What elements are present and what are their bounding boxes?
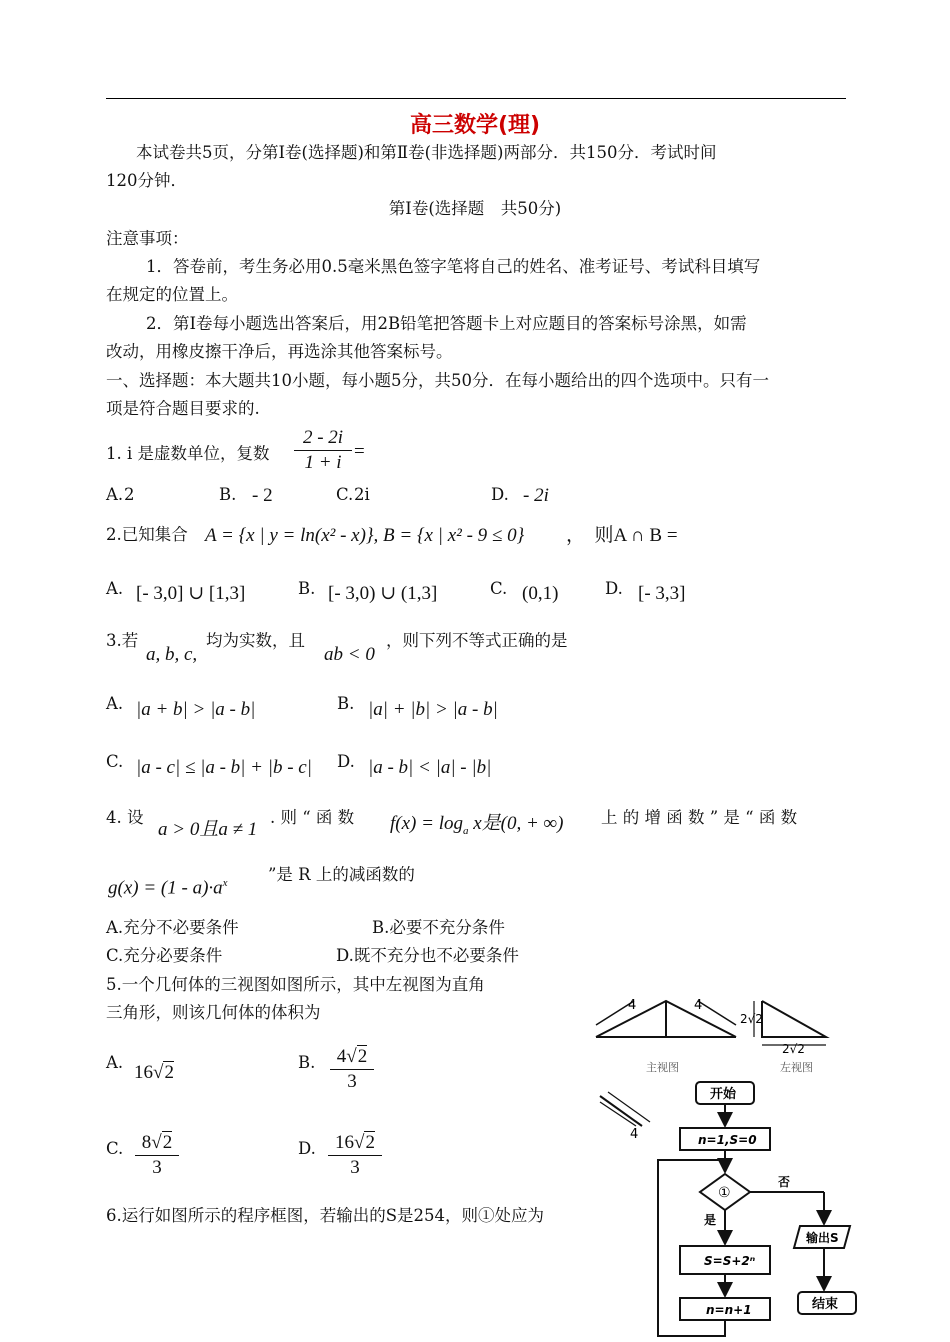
q1-option-b: - 2 — [252, 485, 273, 506]
part1-title: 第Ⅰ卷(选择题 共50分) — [388, 199, 562, 218]
q2-option-d: [- 3,3] — [638, 583, 686, 604]
q3-option-d: |a - b| < |a| - |b| — [368, 757, 492, 778]
flow-output-label: 输出S — [806, 1231, 839, 1245]
q4-condition: a > 0且a ≠ 1 — [158, 819, 258, 840]
q1-option-d: - 2i — [523, 485, 549, 506]
q4-option-a: A.充分不必要条件 — [106, 918, 239, 937]
left-view-caption: 左视图 — [780, 1061, 813, 1074]
q1-equals: = — [354, 441, 365, 462]
flow-update-s-label: S=S+2ⁿ — [704, 1254, 756, 1268]
q3-condition: ab < 0 — [324, 644, 375, 665]
q3-stem-a: 3.若 — [106, 631, 139, 650]
q1-option-a: 2 — [124, 485, 135, 504]
q1-stem: 1. i 是虚数单位，复数 — [106, 444, 270, 463]
q4-f-base: a — [462, 824, 469, 837]
q1-option-a-label: A. — [106, 485, 124, 504]
note-2-line-1: 2．第Ⅰ卷每小题选出答案后，用2B铅笔把答题卡上对应题目的答案标号涂黑，如需 — [146, 314, 747, 333]
q2-option-a: [- 3,0] ∪ [1,3] — [136, 583, 246, 604]
q1-fraction — [294, 426, 352, 475]
q1-option-b-label: B. — [219, 485, 237, 504]
q4-g-exp: x — [222, 877, 228, 889]
q1-option-c: 2i — [354, 485, 370, 504]
q5-option-d-label: D. — [298, 1139, 316, 1158]
three-view-figure — [590, 995, 840, 1075]
front-view-caption: 主视图 — [646, 1061, 679, 1074]
q2-tail: ， 则A ∩ B = — [566, 525, 678, 546]
q5-option-d: $\frac{16√2}{3}$ — [328, 1131, 382, 1180]
top-view-side-label: 4 — [630, 1127, 639, 1142]
q2-sets: A = {x | y = ln(x² - x)}, B = {x | x² - 9 ≤ 0} — [205, 525, 525, 546]
q2-option-c: (0,1) — [522, 583, 559, 604]
top-view-fragment — [596, 1090, 656, 1145]
q5-option-b-label: B. — [298, 1053, 316, 1072]
q1-option-c-label: C. — [336, 485, 354, 504]
front-view — [596, 1001, 736, 1037]
q3-option-b: |a| + |b| > |a - b| — [368, 699, 498, 720]
q5-line-2: 三角形，则该几何体的体积为 — [106, 1003, 321, 1022]
q3-option-a: |a + b| > |a - b| — [136, 699, 256, 720]
q4-g-main: g(x) = (1 - a)·a — [108, 877, 223, 899]
q3-option-d-label: D. — [337, 752, 355, 771]
notes-heading: 注意事项： — [106, 229, 189, 248]
q4-stem-2: . 则 “ 函 数 — [270, 808, 355, 827]
flowchart — [652, 1078, 857, 1340]
q5-d-coef: 16 — [335, 1132, 355, 1153]
flow-start-label: 开始 — [710, 1087, 737, 1102]
q3-stem-c: ，则下列不等式正确的是 — [386, 631, 568, 650]
front-view-side-label-2: 4 — [694, 998, 703, 1013]
note-2-line-2: 改动，用橡皮擦干净后，再选涂其他答案标号。 — [106, 342, 453, 361]
q3-option-a-label: A. — [106, 694, 124, 713]
q5-a-coef: 16 — [134, 1062, 153, 1083]
q4-option-c: C.充分必要条件 — [106, 946, 223, 965]
q4-function-g — [108, 872, 228, 899]
q3-option-b-label: B. — [337, 694, 355, 713]
flow-no-label: 否 — [778, 1175, 791, 1189]
q4-f-main: f(x) = log — [390, 813, 463, 834]
q4-option-b: B.必要不充分条件 — [372, 918, 505, 937]
q1-numerator: 2 - 2i — [294, 426, 352, 451]
q5-b-coef: 4 — [336, 1046, 347, 1067]
q4-option-d: D.既不充分也不必要条件 — [336, 946, 519, 965]
q5-b-denominator: 3 — [347, 1071, 357, 1092]
section1-line-1: 一、选择题：本大题共10小题，每小题5分，共50分．在每小题给出的四个选项中。只有一 — [106, 371, 769, 390]
q4-f-tail: x是(0, + ∞) — [468, 813, 564, 834]
q6-stem: 6.运行如图所示的程序框图，若输出的S是254，则①处应为 — [106, 1206, 545, 1225]
q5-option-b: $\frac{4√2}{3}$ — [330, 1045, 374, 1094]
intro-line-2: 120分钟． — [106, 171, 187, 190]
q5-line-1: 5.一个几何体的三视图如图所示，其中左视图为直角 — [106, 975, 485, 994]
q2-option-b: [- 3,0) ∪ (1,3] — [328, 583, 438, 604]
front-view-side-label: 4 — [628, 998, 637, 1013]
left-view-base-label: 2√2 — [782, 1042, 805, 1056]
q5-d-denominator: 3 — [350, 1157, 360, 1178]
flow-init-label: n=1,S=0 — [698, 1133, 757, 1147]
q2-option-d-label: D. — [605, 579, 623, 598]
note-1-line-2: 在规定的位置上。 — [106, 285, 238, 304]
intro-line-1: 本试卷共5页，分第Ⅰ卷(选择题)和第Ⅱ卷(非选择题)两部分．共150分．考试时间 — [136, 143, 717, 162]
q2-option-b-label: B. — [298, 579, 316, 598]
q1-denominator: 1 + i — [304, 452, 342, 473]
q4-stem-1: 4. 设 — [106, 808, 144, 827]
q3-option-c-label: C. — [106, 752, 124, 771]
q3-option-c: |a - c| ≤ |a - b| + |b - c| — [136, 757, 312, 778]
q5-a-radicand: 2 — [164, 1062, 174, 1083]
q5-option-a: 16√2 — [134, 1062, 174, 1083]
flow-yes-label: 是 — [704, 1213, 717, 1227]
q2-option-c-label: C. — [490, 579, 508, 598]
left-view-height-label: 2√2 — [740, 1012, 763, 1026]
q2-option-a-label: A. — [106, 579, 124, 598]
q5-c-coef: 8 — [141, 1132, 152, 1153]
q3-vars: a, b, c, — [146, 644, 198, 665]
q4-function-f — [390, 813, 563, 842]
q1-option-d-label: D. — [491, 485, 509, 504]
flow-update-n-label: n=n+1 — [706, 1303, 752, 1317]
q3-stem-b: 均为实数，且 — [206, 631, 305, 650]
q5-c-denominator: 3 — [152, 1157, 162, 1178]
q5-b-radicand: 2 — [357, 1046, 368, 1067]
q4-stem-4: ”是 R 上的减函数的 — [268, 865, 415, 884]
q4-stem-3: 上 的 增 函 数 ” 是 “ 函 数 — [601, 808, 798, 827]
header-rule — [106, 98, 846, 99]
q5-option-c: $\frac{8√2}{3}$ — [135, 1131, 179, 1180]
q5-d-radicand: 2 — [365, 1132, 375, 1153]
q5-c-radicand: 2 — [162, 1132, 173, 1153]
note-1-line-1: 1．答卷前，考生务必用0.5毫米黑色签字笔将自己的姓名、准考证号、考试科目填写 — [146, 257, 761, 276]
q5-option-a-label: A. — [106, 1053, 124, 1072]
q2-stem: 2.已知集合 — [106, 525, 188, 544]
q5-option-c-label: C. — [106, 1139, 124, 1158]
section1-line-2: 项是符合题目要求的. — [106, 399, 260, 418]
flow-condition-label: ① — [718, 1185, 731, 1201]
page-title: 高三数学(理) — [409, 113, 541, 138]
flow-end-label: 结束 — [812, 1297, 839, 1312]
left-view — [754, 1001, 826, 1045]
